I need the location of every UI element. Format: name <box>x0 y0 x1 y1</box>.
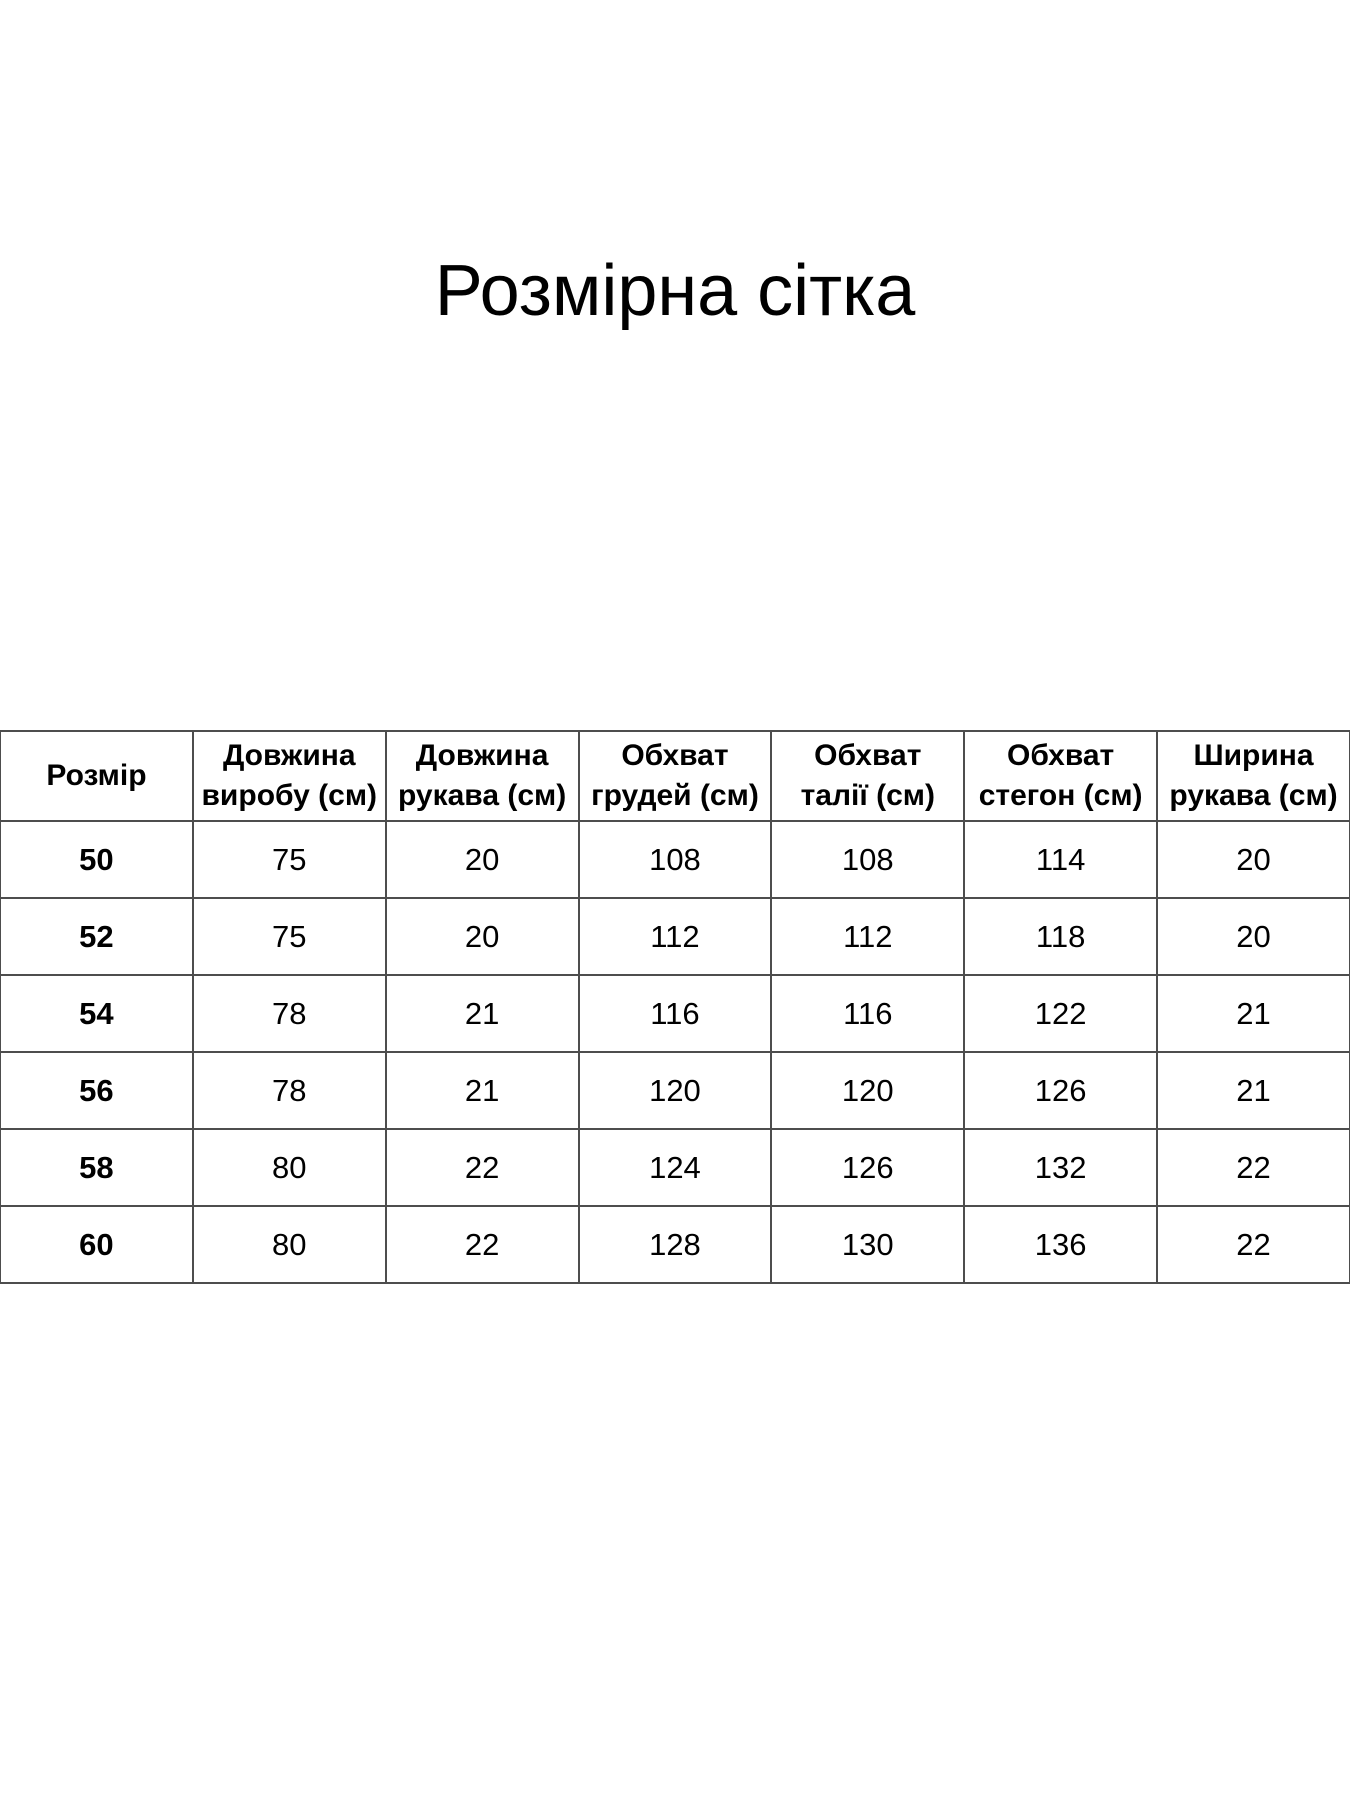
value-cell: 120 <box>579 1052 772 1129</box>
column-header: Обхват грудей (см) <box>579 731 772 821</box>
size-cell: 58 <box>0 1129 193 1206</box>
value-cell: 108 <box>579 821 772 898</box>
value-cell: 22 <box>1157 1129 1350 1206</box>
size-cell: 54 <box>0 975 193 1052</box>
value-cell: 132 <box>964 1129 1157 1206</box>
value-cell: 22 <box>386 1129 579 1206</box>
value-cell: 108 <box>771 821 964 898</box>
value-cell: 130 <box>771 1206 964 1283</box>
value-cell: 20 <box>1157 898 1350 975</box>
value-cell: 120 <box>771 1052 964 1129</box>
value-cell: 21 <box>386 1052 579 1129</box>
column-header: Довжина рукава (см) <box>386 731 579 821</box>
column-header: Ширина рукава (см) <box>1157 731 1350 821</box>
size-cell: 52 <box>0 898 193 975</box>
value-cell: 20 <box>386 898 579 975</box>
column-header: Довжина виробу (см) <box>193 731 386 821</box>
table-row <box>0 1129 1350 1206</box>
size-cell: 56 <box>0 1052 193 1129</box>
size-table-header-row <box>0 731 1350 821</box>
value-cell: 78 <box>193 1052 386 1129</box>
value-cell: 80 <box>193 1206 386 1283</box>
column-header: Обхват талії (см) <box>771 731 964 821</box>
value-cell: 21 <box>386 975 579 1052</box>
value-cell: 22 <box>386 1206 579 1283</box>
table-row <box>0 1206 1350 1283</box>
value-cell: 112 <box>579 898 772 975</box>
value-cell: 116 <box>771 975 964 1052</box>
value-cell: 112 <box>771 898 964 975</box>
value-cell: 20 <box>1157 821 1350 898</box>
value-cell: 118 <box>964 898 1157 975</box>
table-row <box>0 1052 1350 1129</box>
value-cell: 20 <box>386 821 579 898</box>
value-cell: 21 <box>1157 975 1350 1052</box>
value-cell: 124 <box>579 1129 772 1206</box>
table-row <box>0 975 1350 1052</box>
size-table-head <box>0 731 1350 821</box>
size-table-body <box>0 821 1350 1283</box>
table-row <box>0 898 1350 975</box>
size-cell: 60 <box>0 1206 193 1283</box>
value-cell: 75 <box>193 821 386 898</box>
column-header: Розмір <box>0 731 193 821</box>
column-header: Обхват стегон (см) <box>964 731 1157 821</box>
value-cell: 128 <box>579 1206 772 1283</box>
table-row <box>0 821 1350 898</box>
value-cell: 116 <box>579 975 772 1052</box>
value-cell: 136 <box>964 1206 1157 1283</box>
value-cell: 126 <box>771 1129 964 1206</box>
value-cell: 114 <box>964 821 1157 898</box>
page-title: Розмірна сітка <box>434 251 916 331</box>
value-cell: 80 <box>193 1129 386 1206</box>
value-cell: 75 <box>193 898 386 975</box>
value-cell: 22 <box>1157 1206 1350 1283</box>
value-cell: 122 <box>964 975 1157 1052</box>
value-cell: 78 <box>193 975 386 1052</box>
value-cell: 21 <box>1157 1052 1350 1129</box>
value-cell: 126 <box>964 1052 1157 1129</box>
size-cell: 50 <box>0 821 193 898</box>
size-table <box>0 730 1350 1284</box>
